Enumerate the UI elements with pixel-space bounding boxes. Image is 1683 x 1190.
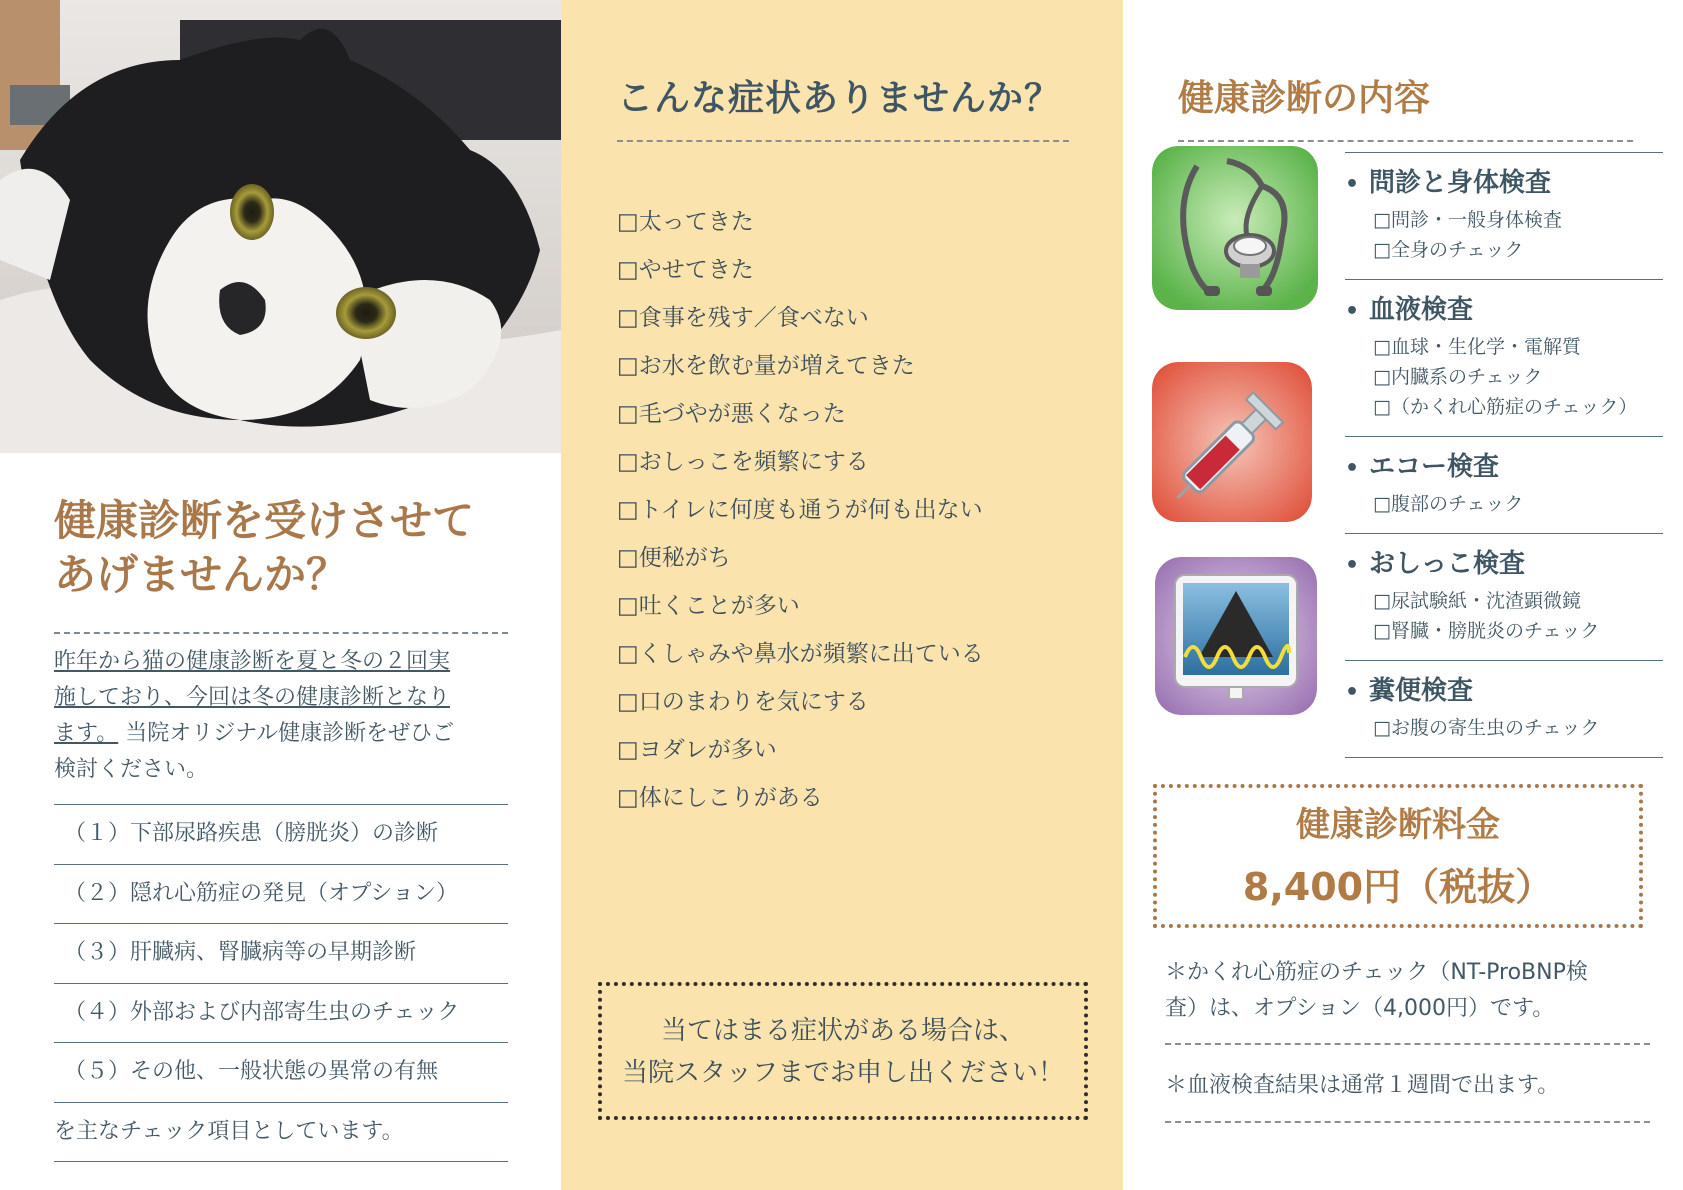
- symptom-item: □吐くことが多い: [617, 593, 800, 619]
- notice-line1: 当てはまる症状がある場合は、: [660, 1016, 1025, 1046]
- symptom-item: □くしゃみや鼻水が頻繁に出ている: [617, 641, 984, 667]
- exam-contents-title: 健康診断の内容: [1178, 78, 1431, 119]
- exam-heading: [1345, 290, 1663, 332]
- fee-price: 8,400円（税抜）: [1242, 865, 1554, 909]
- intro-text-4: 当院オリジナル健康診断をぜひご: [118, 721, 455, 746]
- check-items-footer: を主なチェック項目としています。: [54, 1103, 508, 1163]
- option-note-line1: ＊かくれ心筋症のチェック（NT-ProBNP検: [1165, 960, 1588, 985]
- bullet-icon: •: [1345, 299, 1360, 324]
- symptom-checklist: [617, 200, 984, 824]
- check-item: （４）外部および内部寄生虫のチェック: [54, 984, 508, 1044]
- exam-subitem: □問診・一般身体検査: [1373, 209, 1562, 231]
- syringe-icon: [1152, 362, 1312, 522]
- page-title: [54, 494, 524, 602]
- exam-heading-text: おしっこ検査: [1369, 549, 1526, 579]
- symptoms-title: こんな症状ありませんか？: [617, 78, 1062, 119]
- exam-heading: [1345, 671, 1663, 713]
- fee-title: 健康診断料金: [1296, 805, 1500, 845]
- exam-subitem: □腹部のチェック: [1373, 493, 1524, 515]
- left-panel: [0, 0, 561, 1190]
- exam-heading-text: エコー検査: [1369, 452, 1500, 482]
- exam-heading-text: 血液検査: [1369, 295, 1474, 325]
- stethoscope-icon: [1152, 146, 1318, 310]
- symptom-item: □お水を飲む量が増えてきた: [617, 353, 915, 379]
- exam-subitem: □（かくれ心筋症のチェック）: [1373, 396, 1638, 418]
- cat-photo-illustration: [0, 0, 561, 453]
- check-item: （２）隠れ心筋症の発見（オプション）: [54, 865, 508, 925]
- divider: [617, 140, 1069, 142]
- symptom-item: □便秘がち: [617, 545, 731, 571]
- exam-item: [1345, 153, 1663, 280]
- page-title-line1: 健康診断を受けさせて: [54, 496, 475, 545]
- exam-subitem: □内臓系のチェック: [1373, 366, 1543, 388]
- symptom-item: □体にしこりがある: [617, 785, 823, 811]
- symptom-item: □食事を残す／食べない: [617, 305, 869, 331]
- page-title-line2: あげませんか？: [54, 550, 349, 599]
- cat-photo: [0, 0, 561, 453]
- symptom-item: □やせてきた: [617, 257, 754, 283]
- exam-heading: [1345, 163, 1663, 205]
- option-note-line2: 査）は、オプション（4,000円）です。: [1165, 996, 1555, 1021]
- contact-notice-box: [598, 982, 1088, 1120]
- exam-heading: [1345, 544, 1663, 586]
- exam-subitem: □尿試験紙・沈渣顕微鏡: [1373, 590, 1581, 612]
- ultrasound-monitor-icon: [1155, 557, 1317, 715]
- bullet-icon: •: [1345, 456, 1360, 481]
- exam-subitem: □お腹の寄生虫のチェック: [1373, 717, 1600, 739]
- check-items-list: [54, 804, 508, 1162]
- exam-item: [1345, 437, 1663, 534]
- bullet-icon: •: [1345, 680, 1360, 705]
- exam-item: [1345, 280, 1663, 437]
- exam-subitem: □腎臓・膀胱炎のチェック: [1373, 620, 1600, 642]
- divider: [1165, 1121, 1650, 1123]
- exam-list: [1345, 152, 1663, 758]
- check-item: （５）その他、一般状態の異常の有無: [54, 1043, 508, 1103]
- notice-line2: 当院スタッフまでお申し出ください！: [621, 1058, 1064, 1088]
- intro-text-2: 施しており、今回は冬の健康診断となり: [54, 685, 451, 710]
- divider: [54, 632, 508, 634]
- blood-result-note: ＊血液検査結果は通常１週間で出ます。: [1165, 1073, 1560, 1098]
- symptom-item: □口のまわりを気にする: [617, 689, 869, 715]
- exam-heading-text: 糞便検査: [1369, 676, 1474, 706]
- option-note: [1165, 955, 1645, 1027]
- check-item: （３）肝臓病、腎臓病等の早期診断: [54, 924, 508, 984]
- exam-heading-text: 問診と身体検査: [1369, 168, 1552, 198]
- intro-text-5: 検討ください。: [54, 757, 209, 782]
- exam-subitem: □全身のチェック: [1373, 239, 1524, 261]
- exam-item: [1345, 534, 1663, 661]
- bullet-icon: •: [1345, 553, 1360, 578]
- symptom-item: □太ってきた: [617, 209, 754, 235]
- symptom-item: □毛づやが悪くなった: [617, 401, 846, 427]
- exam-item: [1345, 661, 1663, 758]
- symptom-item: □おしっこを頻繁にする: [617, 449, 869, 475]
- fee-box: [1153, 784, 1643, 928]
- bullet-icon: •: [1345, 172, 1360, 197]
- symptom-item: □ヨダレが多い: [617, 737, 777, 763]
- intro-text-1: 昨年から猫の健康診断を夏と冬の２回実: [54, 649, 451, 674]
- intro-paragraph: [54, 644, 514, 788]
- symptom-item: □トイレに何度も通うが何も出ない: [617, 497, 983, 523]
- intro-text-3: ます。: [54, 721, 119, 746]
- divider: [1178, 140, 1633, 142]
- divider: [1165, 1043, 1650, 1045]
- exam-subitem: □血球・生化学・電解質: [1373, 336, 1581, 358]
- check-item: （１）下部尿路疾患（膀胱炎）の診断: [54, 805, 508, 865]
- exam-heading: [1345, 447, 1663, 489]
